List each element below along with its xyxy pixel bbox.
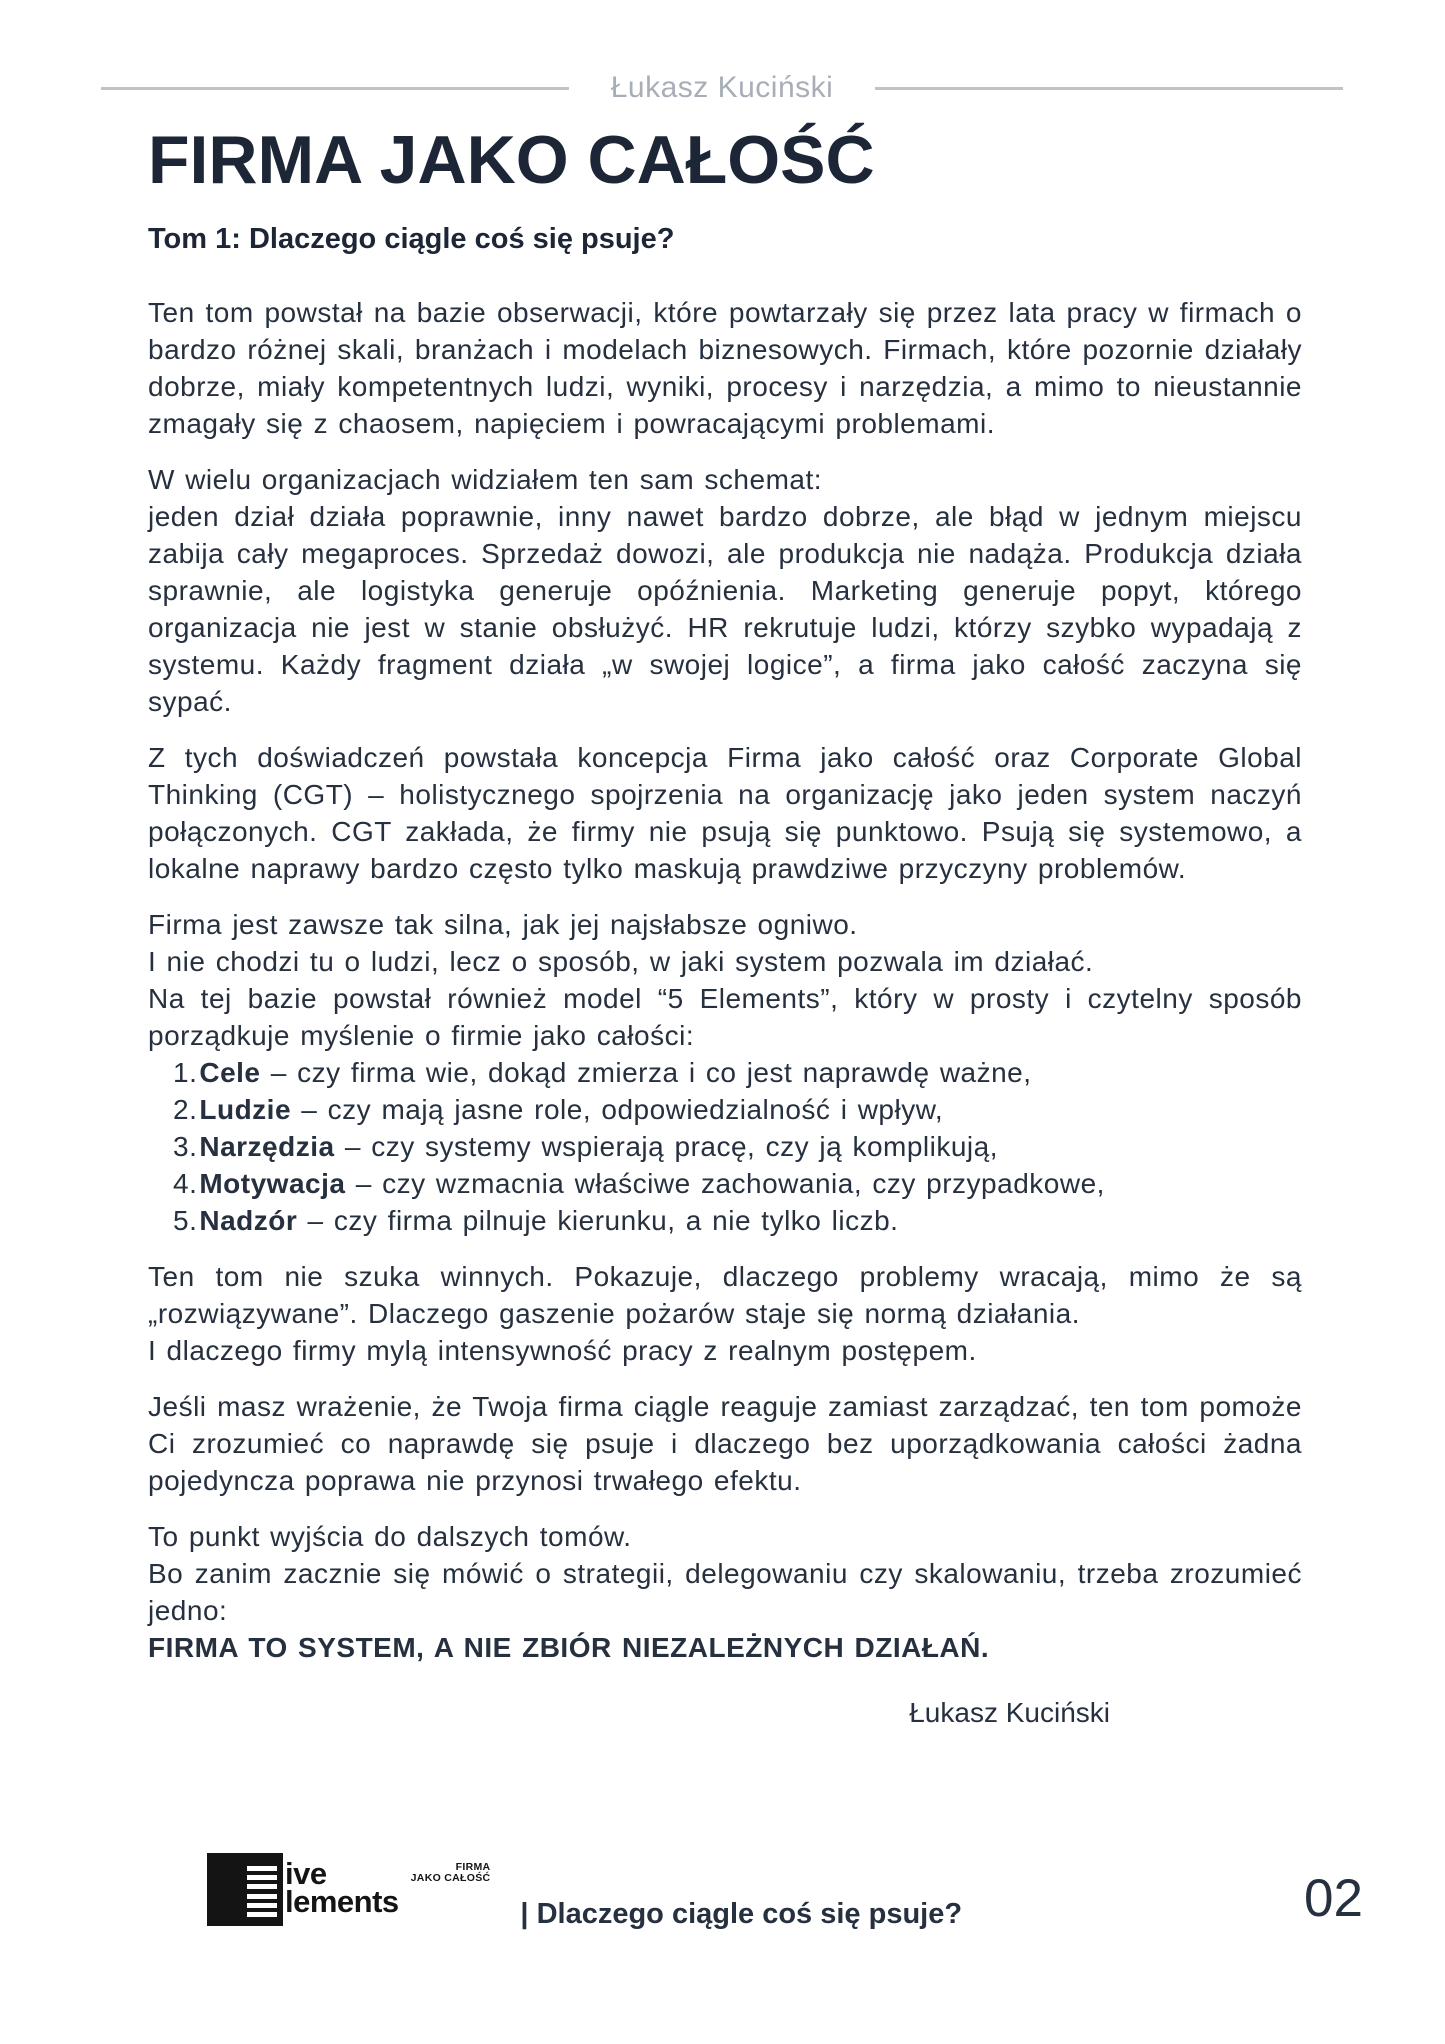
paragraph-3: Z tych doświadczeń powstała koncepcja Firma jako całość oraz Corporate Global Thinking (CGT) – holistycznego spojrzenia na organizację jako jeden system naczyń połączonych. CGT zakłada, że firmy nie psują się punktowo. Psują się systemowo, a lokalne naprawy bardzo często tylko maskują prawdziwe przyczyny problemów.: [148, 742, 1302, 884]
item-text: – czy systemy wspierają pracę, czy ją komplikują,: [334, 1131, 999, 1162]
item-number: 2.: [173, 1094, 198, 1125]
paragraph-6: Jeśli masz wrażenie, że Twoja firma ciągle reaguje zamiast zarządzać, ten tom pomoże Ci zrozumieć co naprawdę się psuje i dlaczego bez uporządkowania całości żadna pojedyncza poprawa nie przynosi trwałego efektu.: [148, 1391, 1302, 1496]
page-subtitle: Tom 1: Dlaczego ciągle coś się psuje?: [148, 223, 675, 255]
paragraph-4-line3: Na tej bazie powstał również model “5 Elements”, który w prosty i czytelny sposób porządkuje myślenie o firmie jako całości:: [148, 983, 1302, 1051]
paragraph-1: Ten tom powstał na bazie obserwacji, które powtarzały się przez lata pracy w firmach o bardzo różnej skali, branżach i modelach biznesowych. Firmach, które pozornie działały dobrze, miały kompetentnych ludzi, wyniki, procesy i narzędzia, a mimo to nieustannie zmagały się z chaosem, napięciem i powracającymi problemami.: [148, 297, 1302, 439]
five-elements-logo: [207, 1853, 490, 1926]
paragraph-4: [148, 906, 1302, 1239]
paragraph-7-line1: To punkt wyjścia do dalszych tomów.: [148, 1521, 632, 1552]
author-name: Łukasz Kuciński: [610, 71, 834, 104]
paragraph-2: [148, 461, 1302, 720]
header-rule-right: [875, 87, 1343, 90]
author-signature: Łukasz Kuciński: [909, 1697, 1110, 1728]
list-item: [148, 1128, 1302, 1165]
logo-wordmark: [285, 1856, 399, 1919]
item-number: 3.: [173, 1131, 198, 1162]
page-footer: [207, 1853, 1363, 1931]
logo-word-bottom: lements: [285, 1884, 399, 1919]
five-elements-logo-icon: [207, 1853, 283, 1926]
five-elements-list: [148, 1054, 1302, 1239]
item-term: Nadzór: [199, 1205, 298, 1236]
paragraph-4-line1: Firma jest zawsze tak silna, jak jej najsłabsze ogniwo.: [148, 909, 858, 940]
item-number: 1.: [173, 1057, 198, 1088]
logo-tagline: [411, 1862, 491, 1884]
item-text: – czy firma wie, dokąd zmierza i co jest naprawdę ważne,: [260, 1057, 1032, 1088]
item-term: Ludzie: [199, 1094, 292, 1125]
footer-chapter-title: | Dlaczego ciągle coś się psuje?: [520, 1898, 963, 1930]
logo-tagline-line2: JAKO CAŁOŚĆ: [410, 1872, 491, 1884]
logo-tagline-line1: FIRMA: [455, 1861, 491, 1873]
item-text: – czy firma pilnuje kierunku, a nie tylko liczb.: [297, 1205, 899, 1236]
item-term: Cele: [199, 1057, 261, 1088]
list-item: [148, 1091, 1302, 1128]
item-term: Motywacja: [199, 1168, 346, 1199]
page-number: 02: [1304, 1869, 1363, 1928]
item-text: – czy mają jasne role, odpowiedzialność i wpływ,: [291, 1094, 944, 1125]
paragraph-4-line2: I nie chodzi tu o ludzi, lecz o sposób, w jaki system pozwala im działać.: [148, 946, 1094, 977]
paragraph-2-body: jeden dział działa poprawnie, inny nawet bardzo dobrze, ale błąd w jednym miejscu zabija cały megaproces. Sprzedaż dowozi, ale produkcja nie nadąża. Produkcja działa sprawnie, ale logistyka generuje opóźnienia. Marketing generuje popyt, którego organizacja nie jest w stanie obsłużyć. HR rekrutuje ludzi, którzy szybko wypadają z systemu. Każdy fragment działa „w swojej logice”, a firma jako całość zaczyna się sypać.: [148, 501, 1302, 717]
paragraph-2-intro: W wielu organizacjach widziałem ten sam schemat:: [148, 464, 823, 495]
content-column: [148, 122, 1302, 1731]
item-number: 5.: [173, 1205, 198, 1236]
page-title: FIRMA JAKO CAŁOŚĆ: [148, 122, 875, 198]
item-number: 4.: [173, 1168, 198, 1199]
list-item: [148, 1054, 1302, 1091]
paragraph-7: [148, 1518, 1302, 1666]
paragraph-7-bold-statement: FIRMA TO SYSTEM, A NIE ZBIÓR NIEZALEŻNYCH DZIAŁAŃ.: [148, 1632, 990, 1663]
item-text: – czy wzmacnia właściwe zachowania, czy przypadkowe,: [345, 1168, 1105, 1199]
paragraph-5-body: Ten tom nie szuka winnych. Pokazuje, dlaczego problemy wracają, mimo że są „rozwiązywane”. Dlaczego gaszenie pożarów staje się normą działania.: [148, 1261, 1302, 1329]
paragraph-5: [148, 1258, 1302, 1369]
item-term: Narzędzia: [199, 1131, 335, 1162]
paragraph-7-line2: Bo zanim zacznie się mówić o strategii, delegowaniu czy skalowaniu, trzeba zrozumieć jedno:: [148, 1558, 1302, 1626]
list-item: [148, 1202, 1302, 1239]
logo-word-top: ive: [285, 1856, 327, 1891]
list-item: [148, 1165, 1302, 1202]
header-rule-left: [101, 87, 569, 90]
paragraph-5-line2: I dlaczego firmy mylą intensywność pracy z realnym postępem.: [148, 1335, 977, 1366]
page-header: [101, 0, 1343, 106]
